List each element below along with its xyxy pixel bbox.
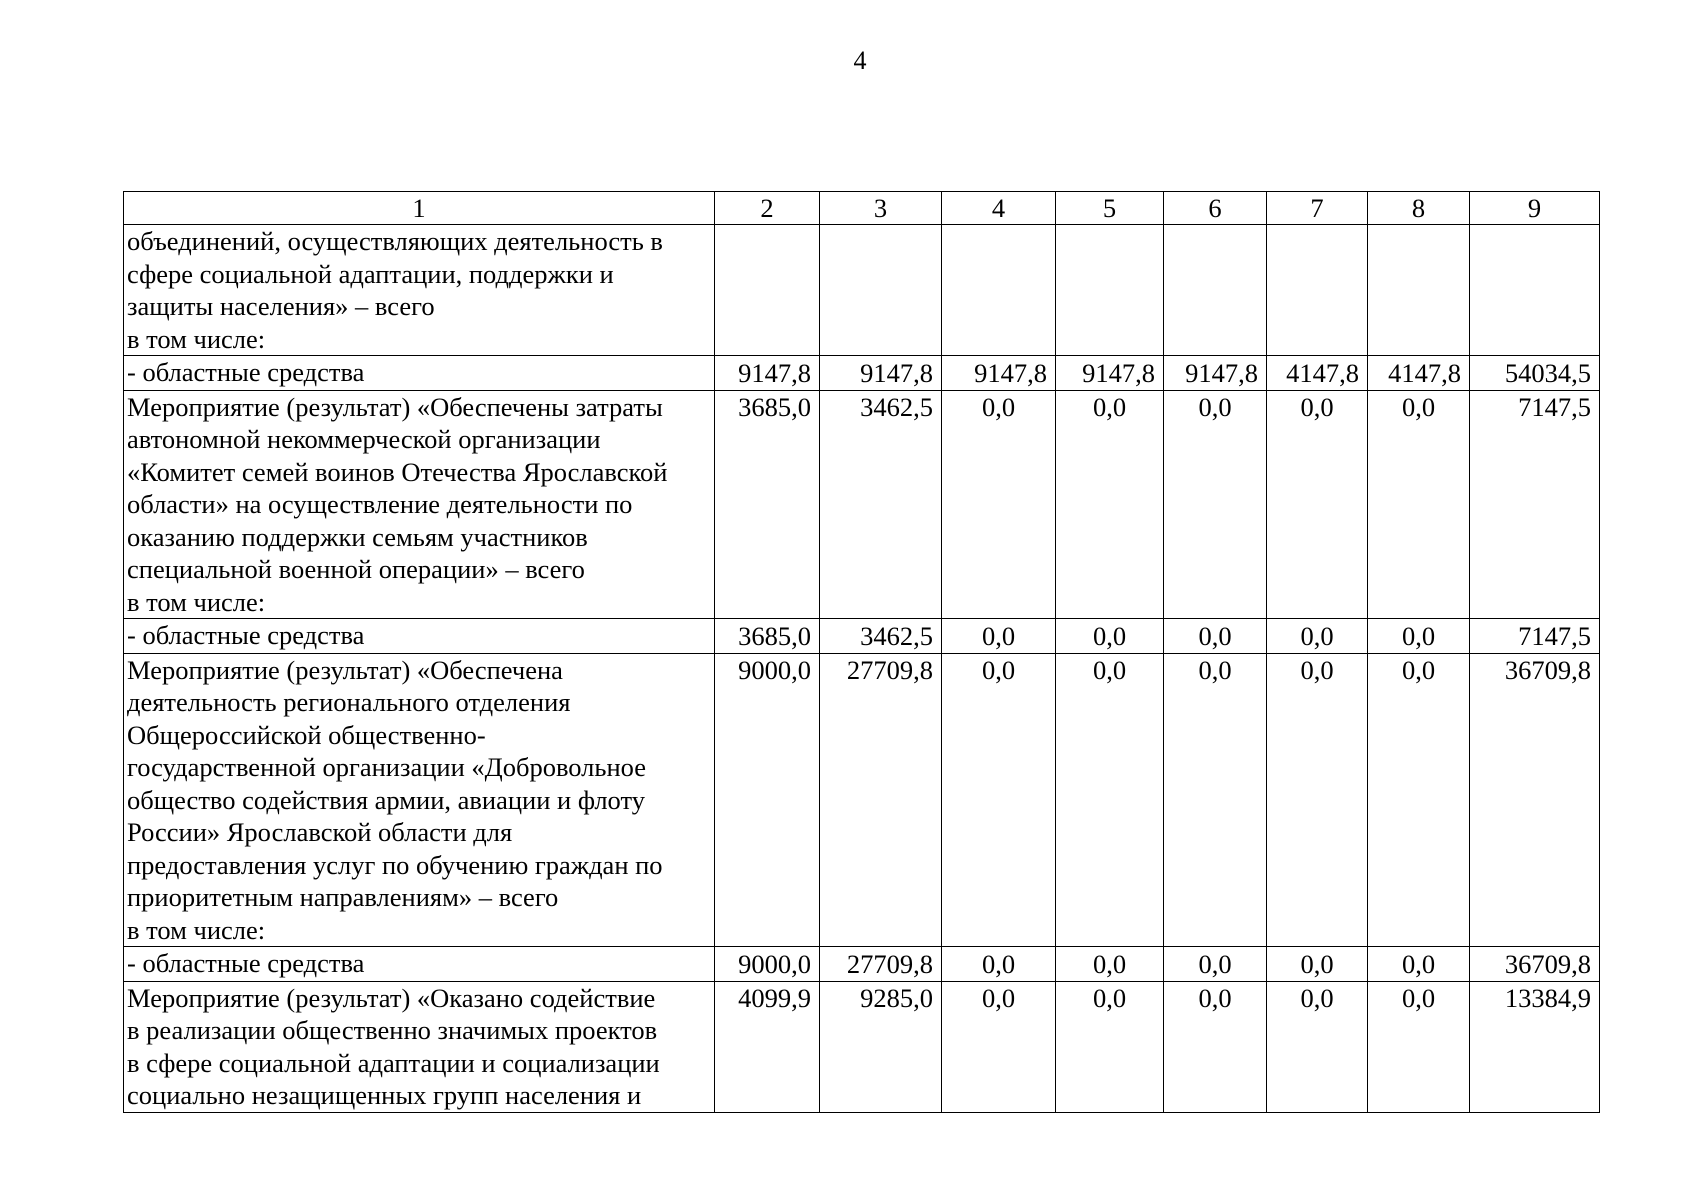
value-cell-col-6: 0,0 <box>1164 619 1267 654</box>
value-cell-col-4: 0,0 <box>942 653 1056 947</box>
value-cell-col-7: 0,0 <box>1267 390 1368 619</box>
funding-source-row <box>124 947 1600 982</box>
description-line: общество содействия армии, авиации и флоту <box>127 784 645 815</box>
value-cell-col-4: 0,0 <box>942 981 1056 1112</box>
value-cell-col-2: 9000,0 <box>715 653 820 947</box>
column-header: 9 <box>1470 192 1600 225</box>
description-line: защиты населения» – всего <box>127 291 435 321</box>
value-cell-col-3: 27709,8 <box>820 653 942 947</box>
value-cell-col-8: 0,0 <box>1368 947 1470 982</box>
description-line: в том числе: <box>127 323 266 354</box>
description-line: автономной некоммерческой организации <box>127 424 601 454</box>
value-cell-col-6: 0,0 <box>1164 947 1267 982</box>
value-cell-col-7: 0,0 <box>1267 947 1368 982</box>
value-cell-col-2: 3685,0 <box>715 619 820 654</box>
value-cell-col-4: 0,0 <box>942 619 1056 654</box>
description-line: Мероприятие (результат) «Обеспечены затраты <box>127 391 663 422</box>
description-line: области» на осуществление деятельности по <box>127 489 633 519</box>
column-header: 3 <box>820 192 942 225</box>
row-description <box>124 356 715 391</box>
value-cell-col-5: 9147,8 <box>1056 356 1164 391</box>
description-line: в реализации общественно значимых проектов <box>127 1015 658 1045</box>
value-cell-col-4: 0,0 <box>942 947 1056 982</box>
description-line: в том числе: <box>127 914 266 945</box>
column-header: 4 <box>942 192 1056 225</box>
value-cell-col-3: 27709,8 <box>820 947 942 982</box>
value-cell-col-6 <box>1164 225 1267 356</box>
description-line: - областные средства <box>127 357 365 387</box>
value-cell-col-7 <box>1267 225 1368 356</box>
value-cell-col-7: 0,0 <box>1267 653 1368 947</box>
funding-source-row <box>124 619 1600 654</box>
value-cell-col-4: 9147,8 <box>942 356 1056 391</box>
value-cell-col-9: 54034,5 <box>1470 356 1600 391</box>
value-cell-col-6: 0,0 <box>1164 390 1267 619</box>
value-cell-col-3: 3462,5 <box>820 619 942 654</box>
value-cell-col-8: 0,0 <box>1368 390 1470 619</box>
description-line: деятельность регионального отделения <box>127 687 571 717</box>
budget-table <box>123 191 1600 1113</box>
row-description <box>124 981 715 1112</box>
value-cell-col-6: 0,0 <box>1164 653 1267 947</box>
row-description <box>124 947 715 982</box>
value-cell-col-4: 0,0 <box>942 390 1056 619</box>
value-cell-col-7: 0,0 <box>1267 981 1368 1112</box>
value-cell-col-3 <box>820 225 942 356</box>
page-number: 4 <box>853 46 867 75</box>
value-cell-col-9: 36709,8 <box>1470 653 1600 947</box>
value-cell-col-8: 0,0 <box>1368 619 1470 654</box>
column-header: 8 <box>1368 192 1470 225</box>
description-line: в сфере социальной адаптации и социализации <box>127 1047 660 1078</box>
description-line: - областные средства <box>127 948 365 978</box>
value-cell-col-3: 9285,0 <box>820 981 942 1112</box>
value-cell-col-4 <box>942 225 1056 356</box>
value-cell-col-5: 0,0 <box>1056 619 1164 654</box>
description-line: предоставления услуг по обучению граждан по <box>127 849 663 880</box>
activity-row <box>124 390 1600 619</box>
description-line: России» Ярославской области для <box>127 817 513 847</box>
value-cell-col-8: 4147,8 <box>1368 356 1470 391</box>
value-cell-col-5: 0,0 <box>1056 947 1164 982</box>
value-cell-col-8: 0,0 <box>1368 653 1470 947</box>
activity-row <box>124 981 1600 1112</box>
value-cell-col-8 <box>1368 225 1470 356</box>
description-line: Мероприятие (результат) «Оказано содействие <box>127 982 656 1013</box>
description-line: государственной организации «Добровольное <box>127 752 647 782</box>
value-cell-col-9: 7147,5 <box>1470 390 1600 619</box>
value-cell-col-9: 13384,9 <box>1470 981 1600 1112</box>
value-cell-col-3: 9147,8 <box>820 356 942 391</box>
description-line: Мероприятие (результат) «Обеспечена <box>127 654 563 685</box>
value-cell-col-9 <box>1470 225 1600 356</box>
value-cell-col-2: 4099,9 <box>715 981 820 1112</box>
value-cell-col-6: 0,0 <box>1164 981 1267 1112</box>
value-cell-col-2 <box>715 225 820 356</box>
value-cell-col-5: 0,0 <box>1056 653 1164 947</box>
value-cell-col-5: 0,0 <box>1056 390 1164 619</box>
description-line: сфере социальной адаптации, поддержки и <box>127 258 614 289</box>
row-description <box>124 225 715 356</box>
value-cell-col-2: 9147,8 <box>715 356 820 391</box>
value-cell-col-2: 3685,0 <box>715 390 820 619</box>
row-description <box>124 653 715 947</box>
column-header: 1 <box>124 192 715 225</box>
value-cell-col-9: 7147,5 <box>1470 619 1600 654</box>
description-line: Общероссийской общественно- <box>127 719 486 750</box>
value-cell-col-5: 0,0 <box>1056 981 1164 1112</box>
value-cell-col-9: 36709,8 <box>1470 947 1600 982</box>
column-header: 7 <box>1267 192 1368 225</box>
column-header: 5 <box>1056 192 1164 225</box>
description-line: социально незащищенных групп населения и <box>127 1080 642 1110</box>
description-line: в том числе: <box>127 586 266 617</box>
value-cell-col-7: 4147,8 <box>1267 356 1368 391</box>
column-header: 2 <box>715 192 820 225</box>
description-line: оказанию поддержки семьям участников <box>127 521 588 552</box>
value-cell-col-2: 9000,0 <box>715 947 820 982</box>
description-line: специальной военной операции» – всего <box>127 554 585 584</box>
activity-row <box>124 225 1600 356</box>
table-header-row <box>124 192 1600 225</box>
activity-row <box>124 653 1600 947</box>
row-description <box>124 619 715 654</box>
funding-source-row <box>124 356 1600 391</box>
value-cell-col-7: 0,0 <box>1267 619 1368 654</box>
column-header: 6 <box>1164 192 1267 225</box>
row-description <box>124 390 715 619</box>
value-cell-col-6: 9147,8 <box>1164 356 1267 391</box>
description-line: объединений, осуществляющих деятельность в <box>127 226 663 256</box>
description-line: «Комитет семей воинов Отечества Ярославской <box>127 456 668 487</box>
value-cell-col-5 <box>1056 225 1164 356</box>
value-cell-col-8: 0,0 <box>1368 981 1470 1112</box>
description-line: приоритетным направлениям» – всего <box>127 882 559 912</box>
description-line: - областные средства <box>127 620 365 650</box>
value-cell-col-3: 3462,5 <box>820 390 942 619</box>
